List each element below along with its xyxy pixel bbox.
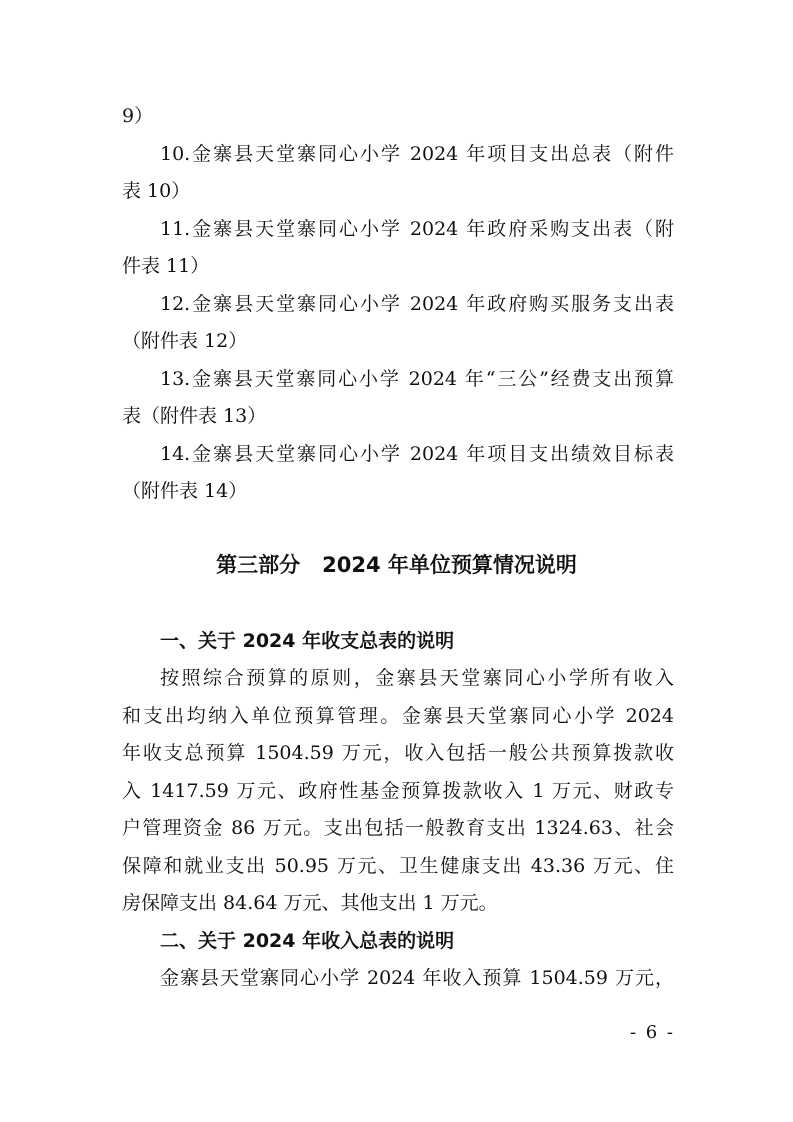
- section-title: 2024 年单位预算情况说明: [322, 553, 577, 577]
- list-item-11: 11.金寨县天堂寨同心小学 2024 年政府采购支出表（附: [160, 218, 674, 240]
- paragraph-1-line-6: 保障和就业支出 50.95 万元、卫生健康支出 43.36 万元、住: [122, 855, 674, 877]
- list-item-13: 13.金寨县天堂寨同心小学 2024 年“三公”经费支出预算: [160, 368, 674, 390]
- page-number: - 6 -: [629, 1022, 675, 1043]
- list-item-12: 12.金寨县天堂寨同心小学 2024 年政府购买服务支出表: [160, 293, 674, 315]
- paragraph-1-line-3: 年收支总预算 1504.59 万元，收入包括一般公共预算拨款收: [122, 742, 674, 764]
- paragraph-1-line-4: 入 1417.59 万元、政府性基金预算拨款收入 1 万元、财政专: [122, 780, 674, 802]
- paragraph-1-line-7: 房保障支出 84.64 万元、其他支出 1 万元。: [122, 892, 498, 914]
- paragraph-1-line-5: 户管理资金 86 万元。支出包括一般教育支出 1324.63、社会: [122, 817, 674, 839]
- list-item-13-continuation: 表（附件表 13）: [122, 405, 267, 427]
- section-part-label: 第三部分: [216, 553, 301, 577]
- subsection-1-heading: 一、关于 2024 年收支总表的说明: [160, 630, 455, 652]
- paragraph-1-line-2: 和支出均纳入单位预算管理。金寨县天堂寨同心小学 2024: [122, 705, 674, 727]
- list-item-10-continuation: 表 10）: [122, 180, 191, 202]
- list-item-9-continuation: 9）: [122, 105, 154, 127]
- paragraph-1-line-1: 按照综合预算的原则，金寨县天堂寨同心小学所有收入: [160, 667, 674, 689]
- paragraph-2-line-1: 金寨县天堂寨同心小学 2024 年收入预算 1504.59 万元，: [160, 967, 674, 989]
- list-item-14: 14.金寨县天堂寨同心小学 2024 年项目支出绩效目标表: [160, 443, 674, 465]
- subsection-2-heading: 二、关于 2024 年收入总表的说明: [160, 930, 455, 952]
- list-item-11-continuation: 件表 11）: [122, 255, 210, 277]
- list-item-14-continuation: （附件表 14）: [122, 480, 248, 502]
- section-heading: [0, 551, 793, 579]
- list-item-12-continuation: （附件表 12）: [122, 330, 248, 352]
- list-item-10: 10.金寨县天堂寨同心小学 2024 年项目支出总表（附件: [160, 143, 674, 165]
